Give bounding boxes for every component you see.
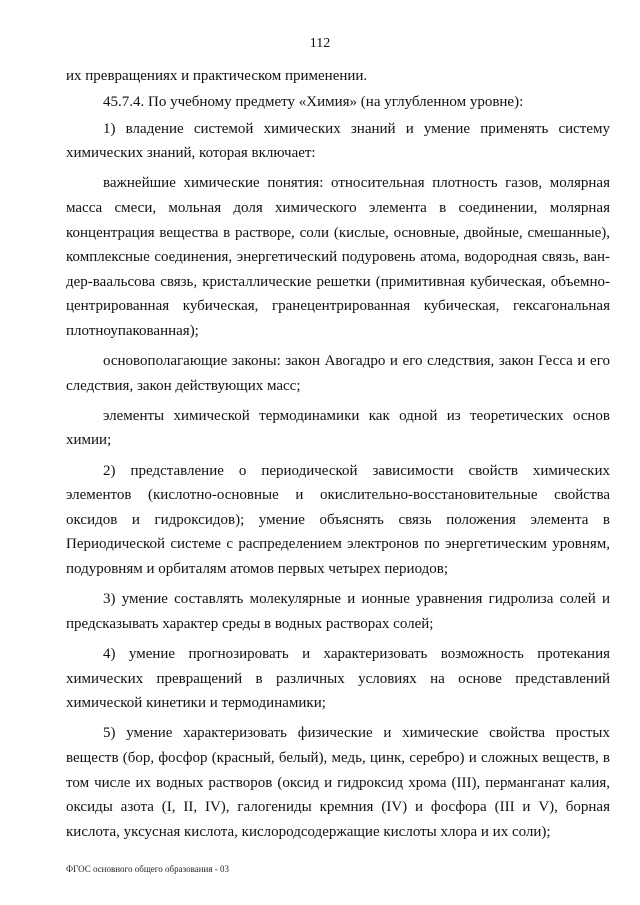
list-item-1: 1) владение системой химических знаний и умение применять систему химических знаний, которая включает: (66, 120, 610, 162)
document-body (66, 64, 610, 844)
footer-text: ФГОС основного общего образования - 03 (66, 864, 229, 874)
laws-paragraph: основополагающие законы: закон Авогадро и его следствия, закон Гесса и его следствия, закон действующих масс; (66, 353, 610, 394)
list-item-5: 5) умение характеризовать физические и химические свойства простых веществ (бор, фосфор (красный, белый), медь, цинк, серебро) и сложных веществ, в том числе их водных растворов (оксид и гидроксид хрома (III), перманганат калия, оксиды азота (I, II, IV), галогениды кремния (IV) и фосфора (III и V), борная кислота, уксусная кислота, кислородсодержащие кислоты хлора и их соли); (66, 725, 610, 840)
section-heading: 45.7.4. По учебному предмету «Химия» (на углубленном уровне): (103, 94, 524, 111)
list-item-4: 4) умение прогнозировать и характеризовать возможность протекания химических превращений в различных условиях на основе представлений химической кинетики и термодинамики; (66, 646, 610, 712)
page-number: 112 (309, 36, 331, 51)
list-item-3: 3) умение составлять молекулярные и ионные уравнения гидролиза солей и предсказывать характер среды в водных растворах солей; (66, 591, 610, 632)
concepts-paragraph: важнейшие химические понятия: относительная плотность газов, молярная масса смеси, мольная доля химического элемента в соединении, молярная концентрация вещества в растворе, соли (кислые, основные, двойные, смешанные), комплексные соединения, энергетический подуровень атома, водородная связь, ван-дер-ваальсова связь, кристаллические решетки (примитивная кубическая, объемно-центрированная кубическая, гранецентрированная кубическая, гексагональная плотноупакованная); (66, 175, 610, 339)
list-item-2: 2) представление о периодической зависимости свойств химических элементов (кислотно-основные и окислительно-восстановительные свойства оксидов и гидроксидов); умение объяснять связь положения элемента в Периодической системе с распределением электронов по энергетическим уровням, подуровням и орбиталям атомов первых четырех периодов; (66, 462, 610, 578)
thermodynamics-paragraph: элементы химической термодинамики как одной из теоретических основ химии; (66, 407, 610, 449)
paragraph-continuation: их превращениях и практическом применении. (66, 68, 368, 84)
